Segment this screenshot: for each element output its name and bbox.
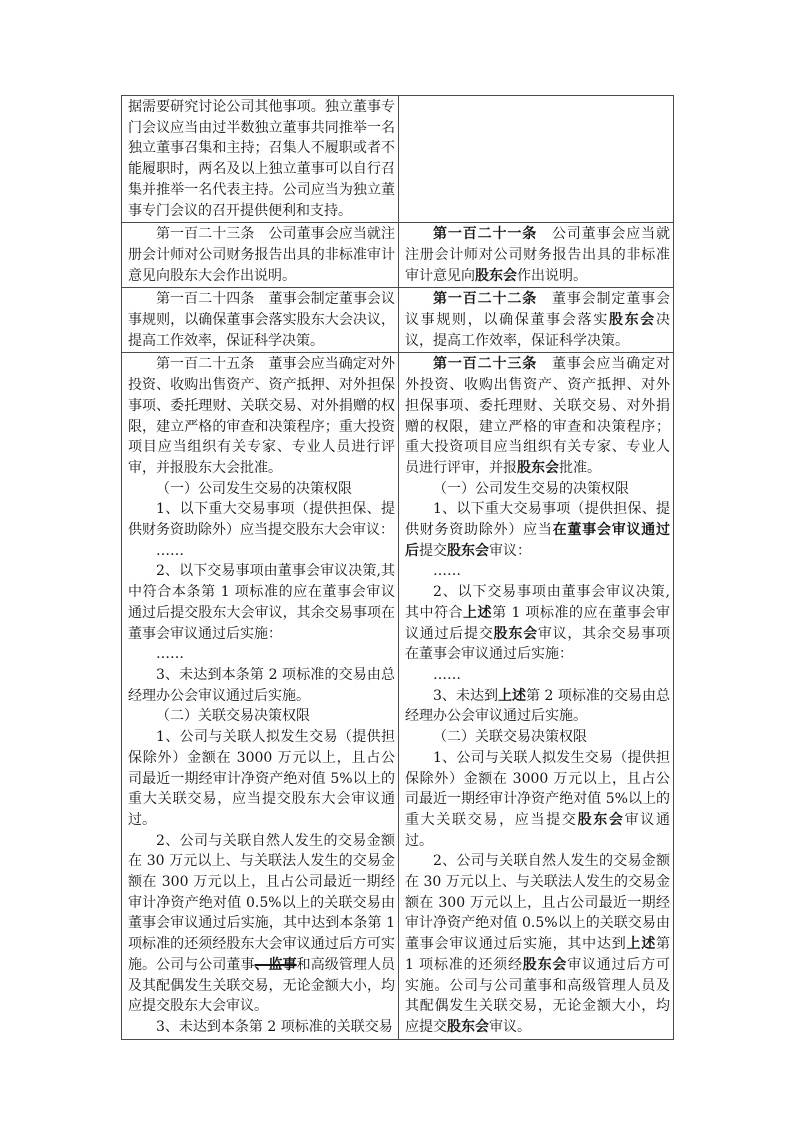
emphasized-text-run: 股东会 <box>493 625 538 642</box>
emphasized-text-run: 股东会 <box>475 267 517 284</box>
emphasized-text-run: 股东会 <box>447 542 489 559</box>
text-run: 第 1 项标准的应在董事会审议通过后提交 <box>405 604 671 642</box>
paragraph <box>128 97 395 221</box>
emphasized-text-run: 上述 <box>498 687 527 704</box>
paragraph <box>405 686 670 727</box>
paragraph <box>405 748 670 852</box>
paragraph <box>128 479 395 500</box>
paragraph <box>128 706 395 727</box>
comparison-table <box>121 95 674 1040</box>
text-run: 和高级管理人员及其配偶发生关联交易，无论金额大小，均应提交股东大会审议。 <box>128 956 396 1015</box>
paragraph <box>128 727 395 831</box>
paragraph <box>128 1017 395 1038</box>
emphasized-text-run: 上述 <box>626 936 657 953</box>
text-run: 1、以下重大交易事项（提供担保、提供财务资助除外）应当提交股东大会审议： <box>128 501 395 539</box>
text-run: 1、公司与关联人拟发生交易（提供担保除外）金额在 3000 万元以上，且占公司最近一期经审计净资产绝对值 5%以上的重大关联交易，应当提交股东大会审议通过。 <box>128 729 395 828</box>
paragraph <box>128 289 395 351</box>
paragraph <box>128 831 395 1017</box>
emphasized-text-run: 第一百二十一条 <box>433 226 538 243</box>
text-run: （一）公司发生交易的决策权限 <box>156 480 352 497</box>
text-run: 审议通过。 <box>405 811 670 849</box>
emphasized-text-run: 股东会 <box>522 956 568 973</box>
paragraph <box>128 354 395 478</box>
paragraph <box>405 499 670 561</box>
table-row <box>122 287 673 352</box>
paragraph <box>405 561 670 582</box>
revised-text-cell <box>399 353 673 1038</box>
text-run: 公司董事会应当就注册会计师对公司财务报告出具的非标准审计意见向 <box>405 226 671 284</box>
emphasized-text-run: 在董事会审议通过后 <box>405 522 671 559</box>
emphasized-text-run: 股东会 <box>447 1018 489 1035</box>
text-run: 3、未达到本条第 2 项标准的交易由总经理办公会审议通过后实施。 <box>128 666 395 704</box>
text-run: 2、公司与关联自然人发生的交易金额在 30 万元以上、与关联法人发生的交易金额在 300 万元以上，且占公司最近一期经审计净资产绝对值 0.5%以上的关联交易由董事会审议通过后实施，其中达到 <box>405 853 670 953</box>
text-run: 3、未达到 <box>433 687 498 704</box>
revised-text-cell <box>399 223 673 287</box>
text-run: 决议，提高工作效率，保证科学决策。 <box>405 312 670 349</box>
paragraph <box>128 644 395 665</box>
text-run: 3、未达到本条第 2 项标准的关联交易 <box>156 1018 393 1035</box>
text-run: 2、以下交易事项由董事会审议决策,其中符合 <box>405 584 670 621</box>
text-run: 作出说明。 <box>517 267 587 284</box>
revised-text-cell <box>399 96 673 222</box>
emphasized-text-run: 第一百二十二条 <box>433 291 538 308</box>
paragraph <box>405 851 670 1037</box>
paragraph <box>405 479 670 500</box>
emphasized-text-run: 股东会 <box>577 811 625 828</box>
text-run: …… <box>433 563 461 580</box>
paragraph <box>405 665 670 686</box>
original-text-cell <box>122 223 399 287</box>
text-run: 审议： <box>489 542 531 559</box>
paragraph <box>128 541 395 562</box>
paragraph <box>128 499 395 540</box>
paragraph <box>128 665 395 706</box>
emphasized-text-run: 第一百二十三条 <box>433 356 538 373</box>
deleted-text-run: 、监事 <box>254 956 297 973</box>
emphasized-text-run: 股东会 <box>608 312 656 329</box>
text-run: 审议通过后方可实施。公司与公司董事和高级管理人员及其配偶发生关联交易，无论金额大小，均应提交 <box>405 956 671 1035</box>
table-row <box>122 352 673 1038</box>
text-run: （二）关联交易决策权限 <box>156 708 310 725</box>
paragraph <box>405 224 670 286</box>
text-run: 第一百二十五条 董事会应当确定对外投资、收购出售资产、资产抵押、对外担保事项、委托理财、关联交易、对外捐赠的权限，建立严格的审查和决策程序；重大投资项目应当组织有关专家、专业人员进行评审，并报股东大会批准。 <box>128 356 395 476</box>
table-row <box>122 96 673 222</box>
text-run: …… <box>156 646 184 663</box>
text-run: 提交 <box>419 542 447 559</box>
text-run: （一）公司发生交易的决策权限 <box>433 480 629 497</box>
paragraph <box>128 224 395 286</box>
paragraph <box>405 354 670 478</box>
text-run: 1、以下重大交易事项（提供担保、提供财务资助除外）应当 <box>405 501 670 539</box>
text-run: 第一百二十四条 董事会制定董事会议事规则，以确保董事会落实股东大会决议，提高工作效率，保证科学决策。 <box>128 291 395 349</box>
text-run: 董事会应当确定对外投资、收购出售资产、资产抵押、对外担保事项、委托理财、关联交易、对外捐赠的权限，建立严格的审查和决策程序；重大投资项目应当组织有关专家、专业人员进行评审，并报 <box>405 356 671 476</box>
paragraph <box>128 561 395 644</box>
original-text-cell <box>122 288 399 352</box>
text-run: …… <box>156 542 184 559</box>
revised-text-cell <box>399 288 673 352</box>
paragraph <box>405 727 670 748</box>
text-run: 第一百二十三条 公司董事会应当就注册会计师对公司财务报告出具的非标准审计意见向股东大会作出说明。 <box>128 226 395 284</box>
original-text-cell <box>122 96 399 222</box>
table-row <box>122 222 673 287</box>
text-run: 审议，其余交易事项在董事会审议通过后实施： <box>405 625 671 663</box>
text-run: 批准。 <box>559 459 601 476</box>
text-run: 据需要研究讨论公司其他事项。独立董事专门会议应当由过半数独立董事共同推举一名独立董事召集和主持；召集人不履职或者不能履职时，两名及以上独立董事可以自行召集并推举一名代表主持。公司应当为独立董事专门会议的召开提供便利和支持。 <box>128 99 395 219</box>
text-run: 审议。 <box>489 1018 531 1035</box>
text-run: …… <box>433 666 461 683</box>
text-run: 第 2 项标准的交易由总经理办公会审议通过后实施。 <box>405 687 670 725</box>
text-run: 2、公司与关联自然人发生的交易金额在 30 万元以上、与关联法人发生的交易金额在 300 万元以上，且占公司最近一期经审计净资产绝对值 0.5%以上的关联交易由董事会审议通过后实施，其中达到本条第 1 项标准的还须经股东大会审议通过后方可实施。公司与公司董事 <box>128 832 395 973</box>
text-run: 1、公司与关联人拟发生交易（提供担保除外）金额在 3000 万元以上，且占公司最近一期经审计净资产绝对值 5%以上的重大关联交易，应当提交 <box>405 749 670 828</box>
text-run: 董事会制定董事会议事规则，以确保董事会落实 <box>405 291 671 329</box>
emphasized-text-run: 股东会 <box>517 459 559 476</box>
paragraph <box>405 289 670 351</box>
text-run: 第 1 项标准的还须经 <box>405 936 671 973</box>
text-run: 2、以下交易事项由董事会审议决策,其中符合本条第 1 项标准的应在董事会审议通过后提交股东大会审议，其余交易事项在董事会审议通过后实施： <box>128 563 395 642</box>
emphasized-text-run: 上述 <box>463 604 493 621</box>
paragraph <box>405 582 670 665</box>
text-run: （二）关联交易决策权限 <box>433 729 587 746</box>
original-text-cell <box>122 353 399 1038</box>
